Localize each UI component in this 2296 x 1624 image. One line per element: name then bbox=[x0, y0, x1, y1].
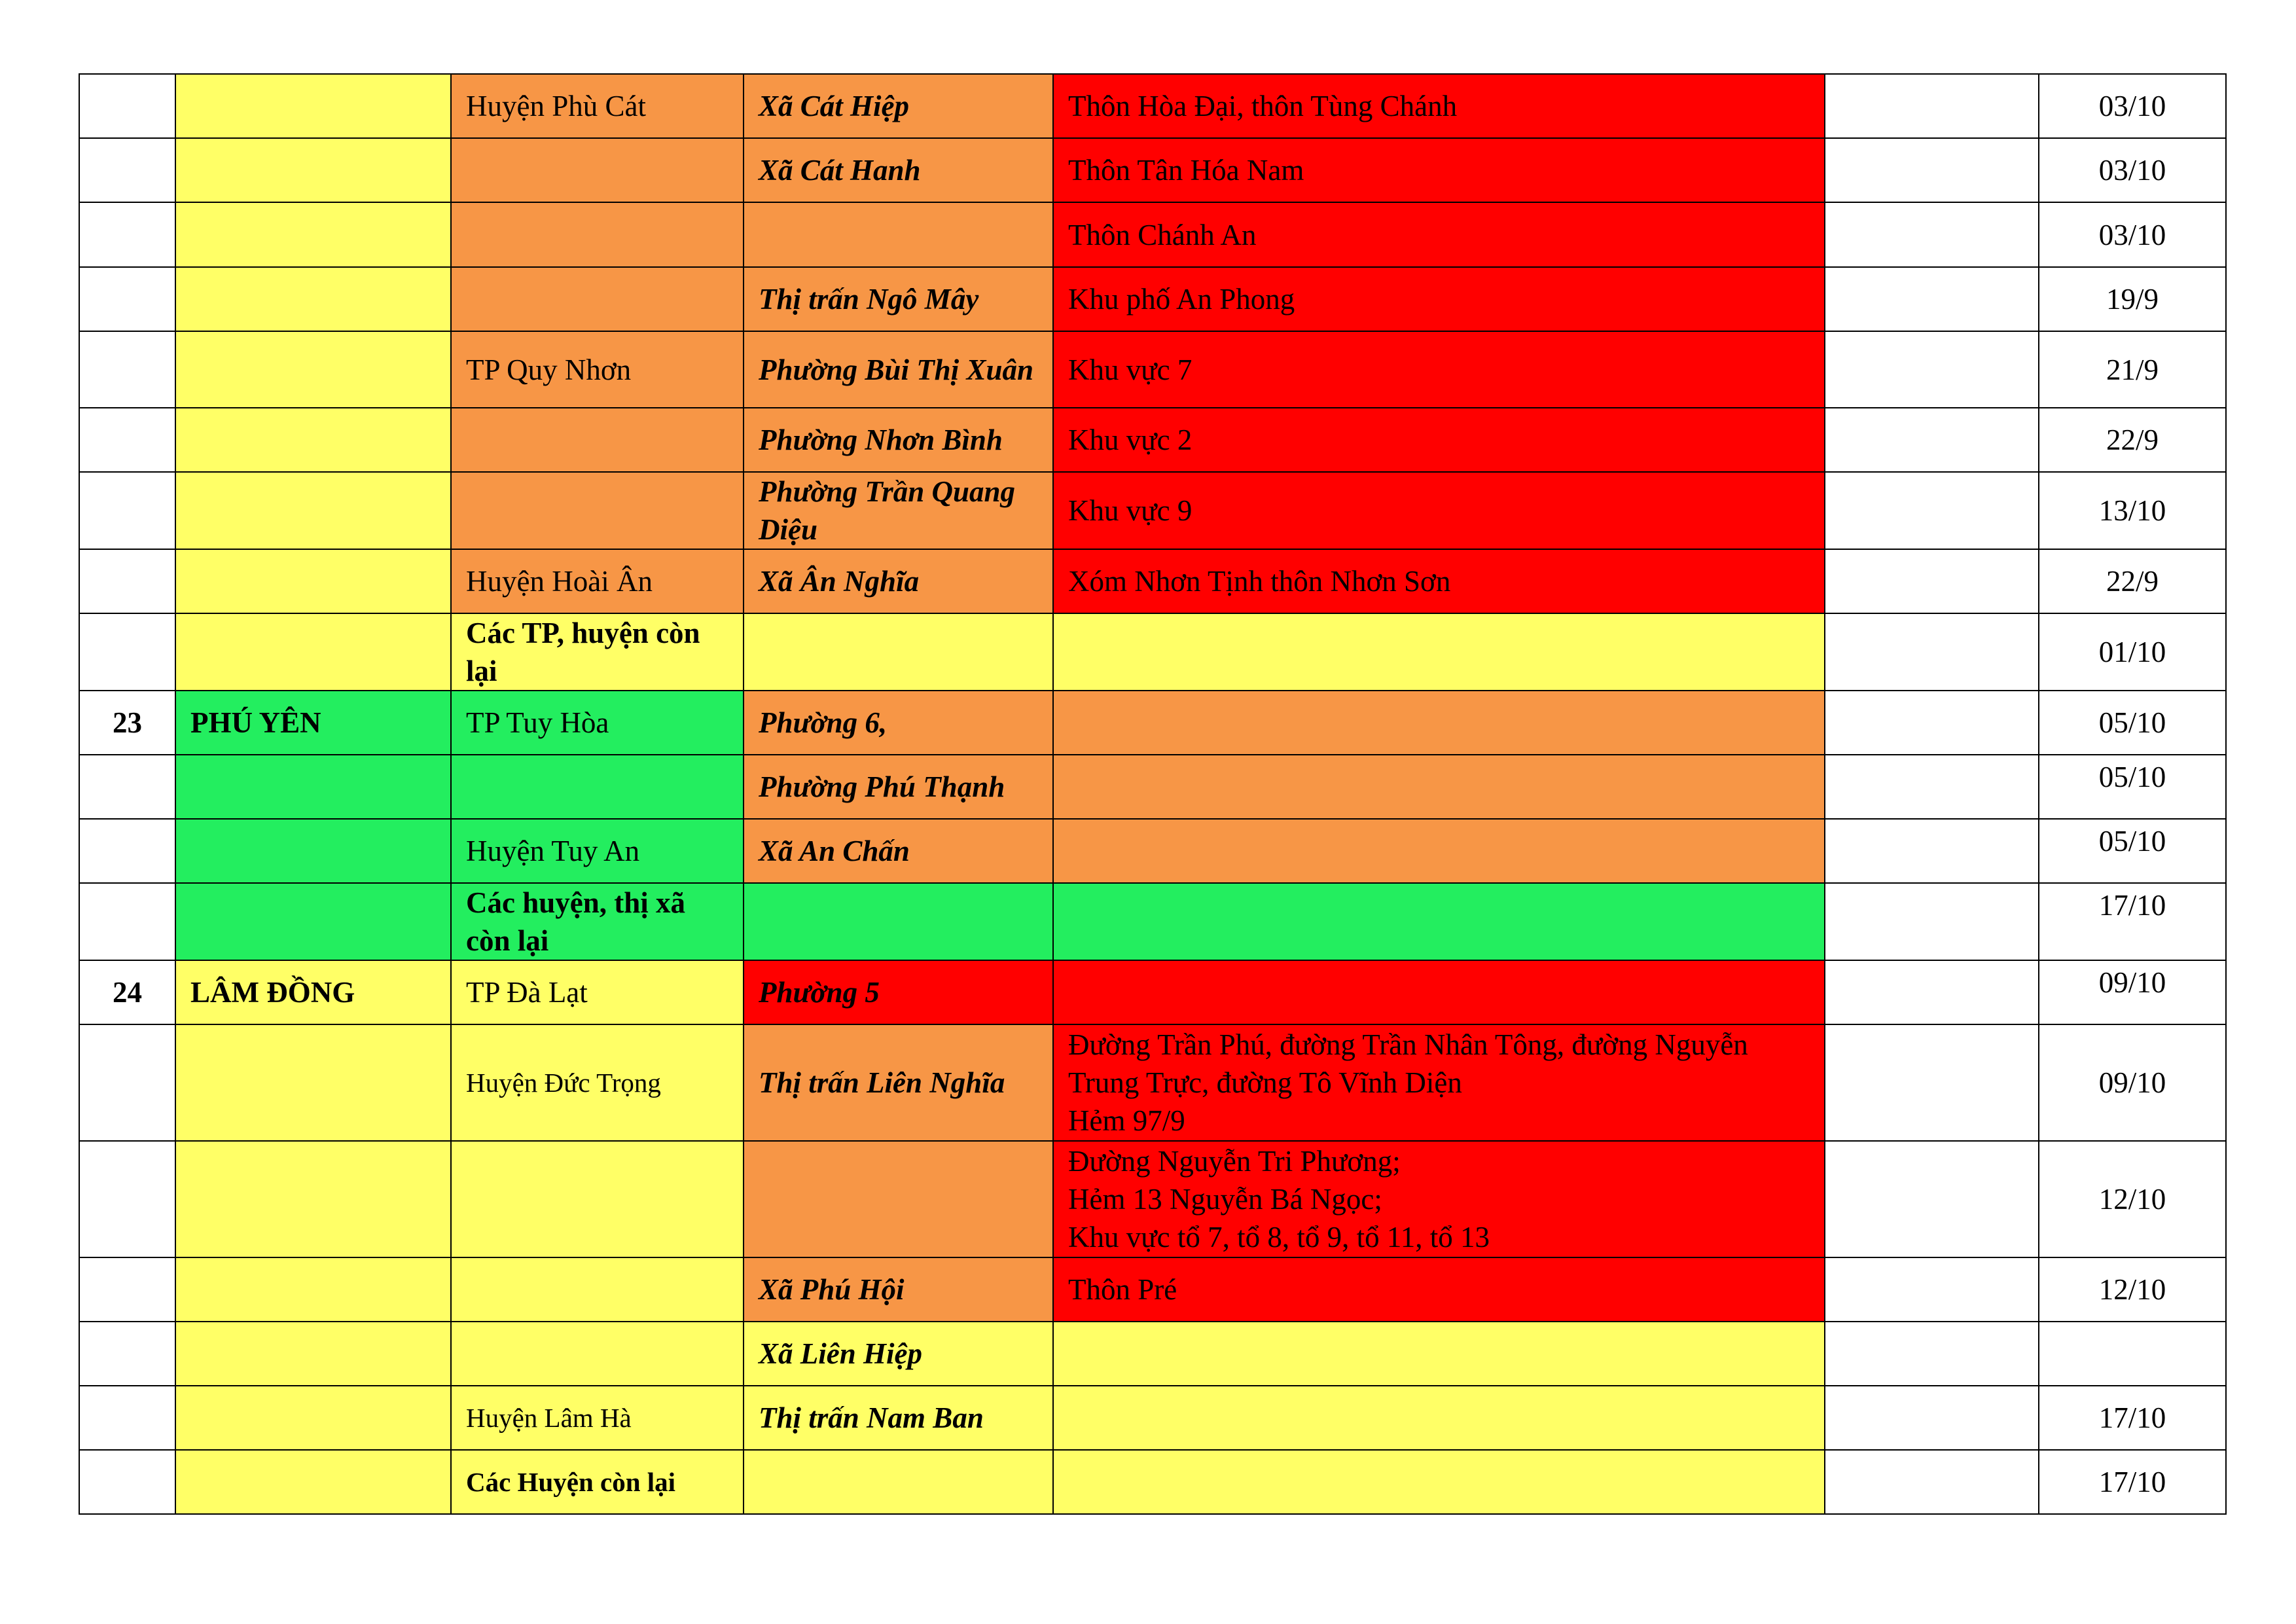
ward-cell: Thị trấn Ngô Mây bbox=[744, 267, 1053, 331]
province-cell bbox=[175, 408, 451, 472]
district-cell: Các huyện, thị xã còn lại bbox=[451, 883, 744, 960]
province-cell bbox=[175, 755, 451, 819]
table-row bbox=[79, 74, 2226, 138]
area-cell bbox=[1053, 1450, 1825, 1514]
district-cell bbox=[451, 755, 744, 819]
date-cell: 19/9 bbox=[2039, 267, 2226, 331]
province-cell bbox=[175, 202, 451, 267]
district-cell: TP Đà Lạt bbox=[451, 960, 744, 1024]
ward-cell: Phường 6, bbox=[744, 691, 1053, 755]
area-cell bbox=[1053, 819, 1825, 883]
district-cell bbox=[451, 202, 744, 267]
ward-cell: Phường Trần Quang Diệu bbox=[744, 472, 1053, 549]
date-cell: 05/10 bbox=[2039, 819, 2226, 883]
district-cell: Huyện Hoài Ân bbox=[451, 549, 744, 613]
extra-cell bbox=[1825, 74, 2039, 138]
table-row bbox=[79, 1141, 2226, 1257]
area-cell bbox=[1053, 691, 1825, 755]
district-cell bbox=[451, 1257, 744, 1322]
stt-cell bbox=[79, 1024, 175, 1141]
covid-zone-table bbox=[79, 73, 2227, 1515]
ward-cell: Phường Phú Thạnh bbox=[744, 755, 1053, 819]
table-row bbox=[79, 331, 2226, 408]
district-cell: Các Huyện còn lại bbox=[451, 1450, 744, 1514]
area-cell bbox=[1053, 755, 1825, 819]
table-row bbox=[79, 202, 2226, 267]
stt-cell bbox=[79, 819, 175, 883]
district-cell: Các TP, huyện còn lại bbox=[451, 613, 744, 691]
ward-cell: Phường 5 bbox=[744, 960, 1053, 1024]
ward-cell: Xã An Chấn bbox=[744, 819, 1053, 883]
district-cell: Huyện Tuy An bbox=[451, 819, 744, 883]
extra-cell bbox=[1825, 819, 2039, 883]
stt-cell bbox=[79, 1322, 175, 1386]
ward-cell bbox=[744, 1141, 1053, 1257]
district-cell: TP Quy Nhơn bbox=[451, 331, 744, 408]
area-line: Hẻm 97/9 bbox=[1068, 1104, 1185, 1137]
province-cell bbox=[175, 1450, 451, 1514]
province-cell bbox=[175, 549, 451, 613]
date-cell: 22/9 bbox=[2039, 408, 2226, 472]
area-cell: Khu phố An Phong bbox=[1053, 267, 1825, 331]
date-cell: 05/10 bbox=[2039, 755, 2226, 819]
ward-cell: Thị trấn Liên Nghĩa bbox=[744, 1024, 1053, 1141]
area-cell: Khu vực 7 bbox=[1053, 331, 1825, 408]
area-cell: Khu vực 9 bbox=[1053, 472, 1825, 549]
extra-cell bbox=[1825, 202, 2039, 267]
date-cell: 03/10 bbox=[2039, 74, 2226, 138]
stt-cell bbox=[79, 613, 175, 691]
date-cell: 17/10 bbox=[2039, 883, 2226, 960]
date-cell: 01/10 bbox=[2039, 613, 2226, 691]
area-cell bbox=[1053, 883, 1825, 960]
extra-cell bbox=[1825, 1257, 2039, 1322]
extra-cell bbox=[1825, 1386, 2039, 1450]
stt-cell bbox=[79, 1386, 175, 1450]
extra-cell bbox=[1825, 1141, 2039, 1257]
province-cell bbox=[175, 819, 451, 883]
province-cell bbox=[175, 267, 451, 331]
area-line: Đường Nguyễn Tri Phương; bbox=[1068, 1145, 1401, 1178]
ward-cell: Thị trấn Nam Ban bbox=[744, 1386, 1053, 1450]
province-cell bbox=[175, 138, 451, 202]
stt-cell: 24 bbox=[79, 960, 175, 1024]
table-row bbox=[79, 960, 2226, 1024]
table-row bbox=[79, 1322, 2226, 1386]
stt-cell bbox=[79, 755, 175, 819]
date-cell: 05/10 bbox=[2039, 691, 2226, 755]
table-row bbox=[79, 613, 2226, 691]
date-cell: 09/10 bbox=[2039, 960, 2226, 1024]
area-cell: Khu vực 2 bbox=[1053, 408, 1825, 472]
table-row bbox=[79, 138, 2226, 202]
ward-cell bbox=[744, 883, 1053, 960]
district-cell: TP Tuy Hòa bbox=[451, 691, 744, 755]
province-cell bbox=[175, 1386, 451, 1450]
province-cell bbox=[175, 331, 451, 408]
province-cell: LÂM ĐỒNG bbox=[175, 960, 451, 1024]
extra-cell bbox=[1825, 1024, 2039, 1141]
province-cell bbox=[175, 1024, 451, 1141]
table-row bbox=[79, 883, 2226, 960]
area-cell: Thôn Pré bbox=[1053, 1257, 1825, 1322]
province-cell bbox=[175, 472, 451, 549]
stt-cell bbox=[79, 1257, 175, 1322]
ward-cell: Phường Bùi Thị Xuân bbox=[744, 331, 1053, 408]
ward-cell bbox=[744, 1450, 1053, 1514]
stt-cell bbox=[79, 202, 175, 267]
date-cell: 03/10 bbox=[2039, 202, 2226, 267]
district-cell bbox=[451, 138, 744, 202]
date-cell: 03/10 bbox=[2039, 138, 2226, 202]
ward-cell: Xã Liên Hiệp bbox=[744, 1322, 1053, 1386]
district-cell bbox=[451, 472, 744, 549]
stt-cell bbox=[79, 883, 175, 960]
table-row bbox=[79, 1386, 2226, 1450]
stt-cell bbox=[79, 331, 175, 408]
extra-cell bbox=[1825, 691, 2039, 755]
stt-cell bbox=[79, 267, 175, 331]
extra-cell bbox=[1825, 472, 2039, 549]
extra-cell bbox=[1825, 138, 2039, 202]
stt-cell: 23 bbox=[79, 691, 175, 755]
area-line: Khu vực tổ 7, tổ 8, tổ 9, tổ 11, tổ 13 bbox=[1068, 1221, 1490, 1254]
extra-cell bbox=[1825, 613, 2039, 691]
ward-cell: Xã Cát Hanh bbox=[744, 138, 1053, 202]
table-row bbox=[79, 819, 2226, 883]
area-cell bbox=[1053, 613, 1825, 691]
date-cell: 17/10 bbox=[2039, 1450, 2226, 1514]
district-cell bbox=[451, 267, 744, 331]
stt-cell bbox=[79, 472, 175, 549]
province-cell bbox=[175, 1141, 451, 1257]
date-cell: 13/10 bbox=[2039, 472, 2226, 549]
extra-cell bbox=[1825, 1450, 2039, 1514]
stt-cell bbox=[79, 1450, 175, 1514]
extra-cell bbox=[1825, 408, 2039, 472]
province-cell bbox=[175, 883, 451, 960]
area-cell: Thôn Chánh An bbox=[1053, 202, 1825, 267]
district-cell: Huyện Lâm Hà bbox=[451, 1386, 744, 1450]
district-cell: Huyện Đức Trọng bbox=[451, 1024, 744, 1141]
area-cell: Xóm Nhơn Tịnh thôn Nhơn Sơn bbox=[1053, 549, 1825, 613]
ward-cell: Phường Nhơn Bình bbox=[744, 408, 1053, 472]
extra-cell bbox=[1825, 549, 2039, 613]
area-line: Hẻm 13 Nguyễn Bá Ngọc; bbox=[1068, 1183, 1382, 1216]
extra-cell bbox=[1825, 331, 2039, 408]
stt-cell bbox=[79, 74, 175, 138]
table-row bbox=[79, 755, 2226, 819]
province-cell bbox=[175, 1257, 451, 1322]
ward-cell: Xã Ân Nghĩa bbox=[744, 549, 1053, 613]
area-line: Đường Trần Phú, đường Trần Nhân Tông, đường Nguyễn Trung Trực, đường Tô Vĩnh Diện bbox=[1068, 1028, 1748, 1099]
date-cell: 09/10 bbox=[2039, 1024, 2226, 1141]
table-row bbox=[79, 408, 2226, 472]
date-cell bbox=[2039, 1322, 2226, 1386]
date-cell: 12/10 bbox=[2039, 1141, 2226, 1257]
stt-cell bbox=[79, 549, 175, 613]
stt-cell bbox=[79, 1141, 175, 1257]
area-cell bbox=[1053, 1322, 1825, 1386]
province-cell bbox=[175, 1322, 451, 1386]
extra-cell bbox=[1825, 1322, 2039, 1386]
area-cell: Thôn Tân Hóa Nam bbox=[1053, 138, 1825, 202]
district-cell: Huyện Phù Cát bbox=[451, 74, 744, 138]
area-cell bbox=[1053, 1141, 1825, 1257]
area-cell: Thôn Hòa Đại, thôn Tùng Chánh bbox=[1053, 74, 1825, 138]
table-row bbox=[79, 1024, 2226, 1141]
table-row bbox=[79, 549, 2226, 613]
table-row bbox=[79, 1257, 2226, 1322]
ward-cell bbox=[744, 202, 1053, 267]
date-cell: 21/9 bbox=[2039, 331, 2226, 408]
province-cell: PHÚ YÊN bbox=[175, 691, 451, 755]
ward-cell: Xã Phú Hội bbox=[744, 1257, 1053, 1322]
province-cell bbox=[175, 613, 451, 691]
stt-cell bbox=[79, 138, 175, 202]
table-row bbox=[79, 472, 2226, 549]
extra-cell bbox=[1825, 960, 2039, 1024]
table-row bbox=[79, 691, 2226, 755]
district-cell bbox=[451, 1141, 744, 1257]
table-row bbox=[79, 1450, 2226, 1514]
table-row bbox=[79, 267, 2226, 331]
area-cell bbox=[1053, 960, 1825, 1024]
area-cell bbox=[1053, 1386, 1825, 1450]
extra-cell bbox=[1825, 267, 2039, 331]
stt-cell bbox=[79, 408, 175, 472]
extra-cell bbox=[1825, 755, 2039, 819]
date-cell: 17/10 bbox=[2039, 1386, 2226, 1450]
province-cell bbox=[175, 74, 451, 138]
district-cell bbox=[451, 408, 744, 472]
ward-cell: Xã Cát Hiệp bbox=[744, 74, 1053, 138]
extra-cell bbox=[1825, 883, 2039, 960]
ward-cell bbox=[744, 613, 1053, 691]
area-cell bbox=[1053, 1024, 1825, 1141]
date-cell: 12/10 bbox=[2039, 1257, 2226, 1322]
date-cell: 22/9 bbox=[2039, 549, 2226, 613]
district-cell bbox=[451, 1322, 744, 1386]
